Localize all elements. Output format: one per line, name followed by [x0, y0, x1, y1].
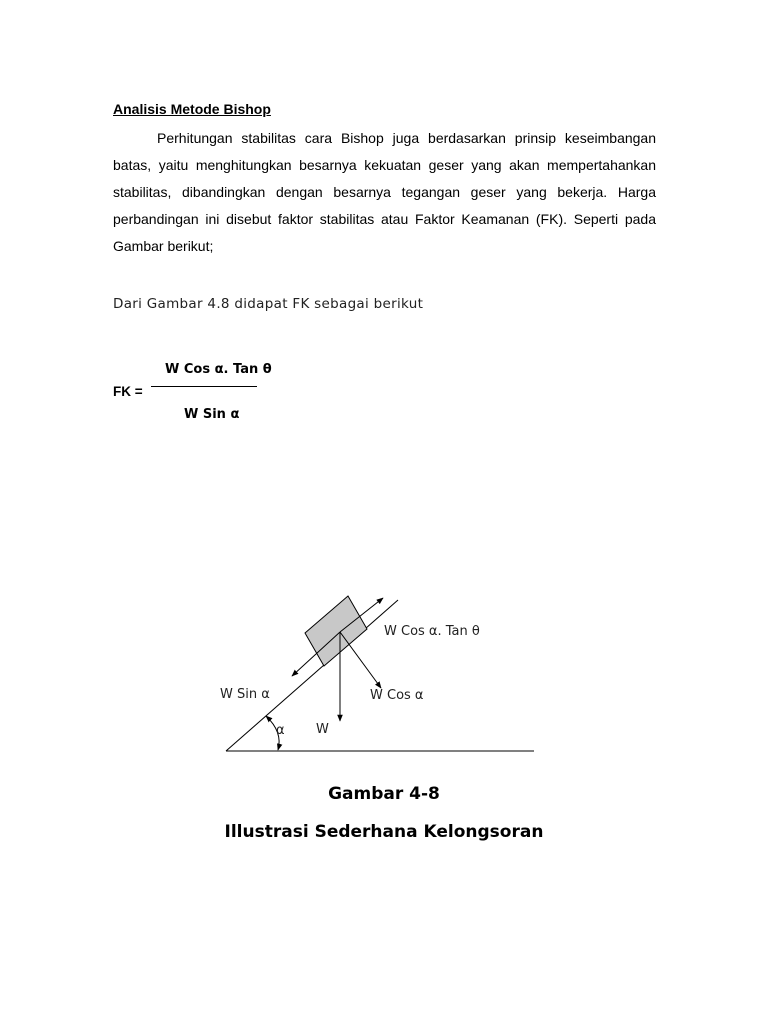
label-alpha: α [276, 723, 285, 738]
formula-denominator: W Sin α [184, 407, 240, 422]
slope-diagram [0, 560, 768, 770]
formula-lhs: FK = [113, 384, 143, 399]
figure-title: Illustrasi Sederhana Kelongsoran [224, 822, 544, 842]
formula-numerator: W Cos α. Tan θ [165, 362, 272, 377]
figure-number: Gambar 4-8 [328, 784, 440, 804]
section-heading: Analisis Metode Bishop [113, 101, 271, 117]
fraction-bar [151, 386, 257, 387]
label-w: W [316, 722, 329, 737]
body-paragraph: Perhitungan stabilitas cara Bishop juga berdasarkan prinsip keseimbangan batas, yaitu menghitungkan besarnya kekuatan geser yang akan mempertahankan stabilitas, dibandingkan dengan besarnya tegangan geser yang bekerja. Harga perbandingan ini disebut faktor stabilitas atau Faktor Keamanan (FK). Seperti pada Gambar berikut; [113, 130, 656, 254]
w-cos-arrow [340, 632, 381, 688]
label-w-cos: W Cos α [370, 688, 424, 703]
intro-sentence: Dari Gambar 4.8 didapat FK sebagai berikut [113, 296, 424, 312]
label-w-sin: W Sin α [220, 687, 270, 702]
label-w-cos-tan: W Cos α. Tan θ [384, 624, 480, 639]
